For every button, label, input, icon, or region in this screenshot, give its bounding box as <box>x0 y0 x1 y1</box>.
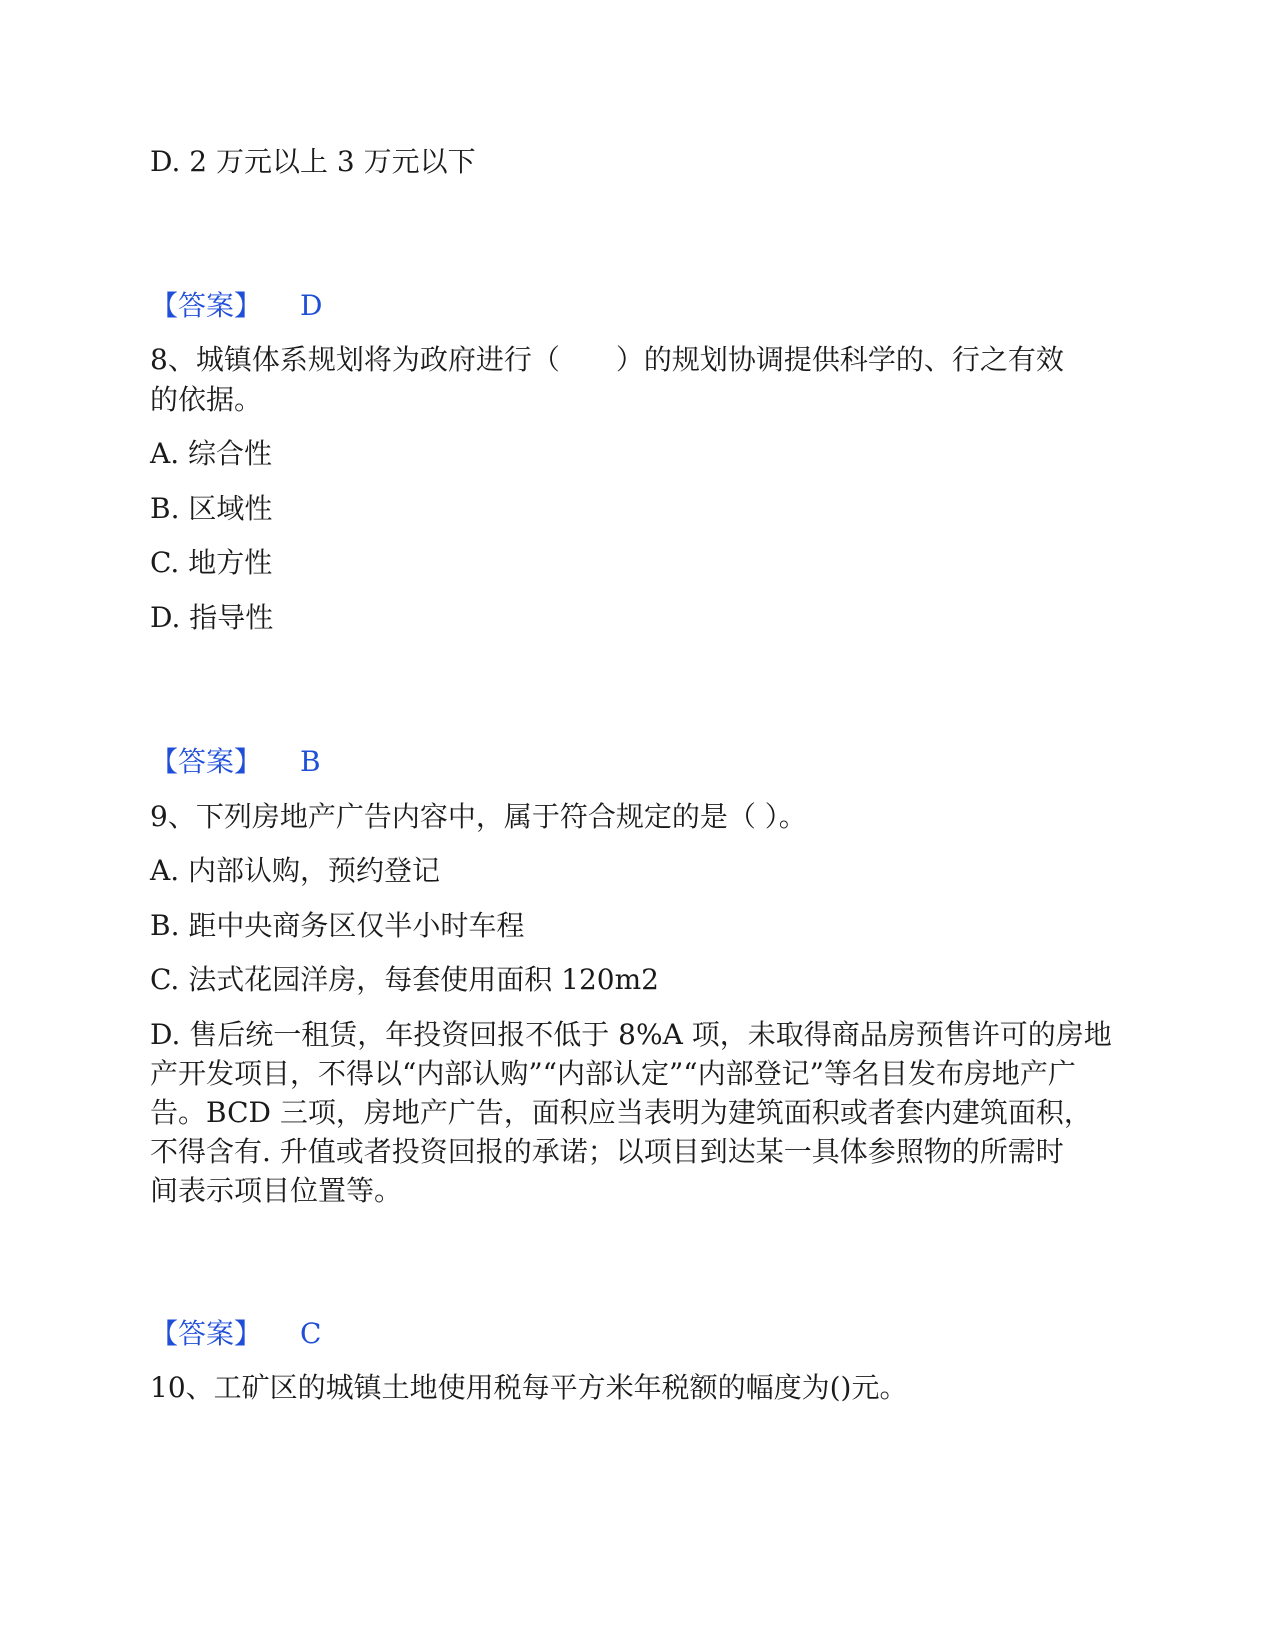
q9-stem: 9、下列房地产广告内容中，属于符合规定的是（ ）。 <box>150 800 807 833</box>
q8-option-b: B. 区域性 <box>150 492 273 525</box>
q8-stem-line2: 的依据。 <box>150 383 263 416</box>
q9-option-d-line4: 不得含有. 升值或者投资回报的承诺；以项目到达某一具体参照物的所需时 <box>150 1135 1064 1168</box>
answer-label: 【答案】 <box>150 289 263 322</box>
q9-option-d-line5: 间表示项目位置等。 <box>150 1174 403 1207</box>
q9-option-d-line2: 产开发项目，不得以“内部认购”“内部认定”“内部登记”等名目发布房地产广 <box>150 1057 1076 1090</box>
answer-value: B <box>300 745 321 778</box>
q9-option-b: B. 距中央商务区仅半小时车程 <box>150 909 525 942</box>
q9-answer <box>150 1314 321 1354</box>
answer-label: 【答案】 <box>150 745 263 778</box>
q10-stem: 10、工矿区的城镇土地使用税每平方米年税额的幅度为()元。 <box>150 1371 908 1404</box>
q9-option-c: C. 法式花园洋房，每套使用面积 120m2 <box>150 963 659 996</box>
q9-option-d-line3: 告。BCD 三项，房地产广告，面积应当表明为建筑面积或者套内建筑面积， <box>150 1096 1092 1129</box>
q8-answer <box>150 742 321 782</box>
q9-option-a: A. 内部认购，预约登记 <box>150 854 441 887</box>
q7-option-d: D. 2 万元以上 3 万元以下 <box>150 145 476 178</box>
q8-option-d: D. 指导性 <box>150 601 274 634</box>
q9-option-d-line1: D. 售后统一租赁，年投资回报不低于 8%A 项，未取得商品房预售许可的房地 <box>150 1018 1112 1051</box>
answer-label: 【答案】 <box>150 1317 263 1350</box>
answer-value: D <box>300 289 323 322</box>
q8-option-a: A. 综合性 <box>150 437 273 470</box>
answer-value: C <box>300 1317 322 1350</box>
q8-stem-line1: 8、城镇体系规划将为政府进行（ ）的规划协调提供科学的、行之有效 <box>150 343 1064 376</box>
q8-option-c: C. 地方性 <box>150 546 273 579</box>
q7-answer <box>150 286 322 326</box>
